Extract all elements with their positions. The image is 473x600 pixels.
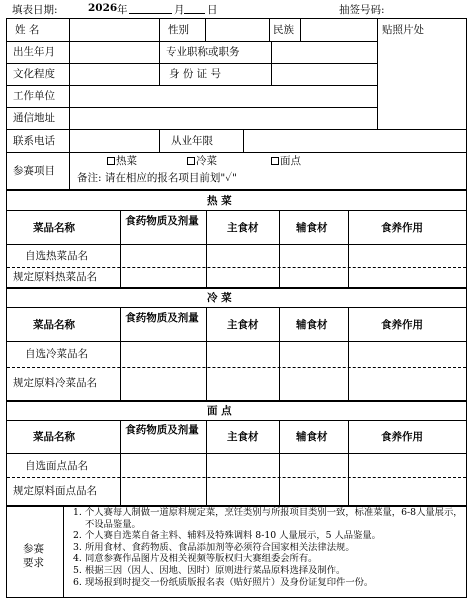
row-line: [7, 341, 466, 342]
birth-label: 出生年月: [13, 46, 55, 58]
col-line: [269, 19, 270, 41]
fill-date-year: 2026: [88, 2, 118, 14]
row-line: [7, 129, 466, 130]
row-line: [7, 85, 377, 86]
education-label: 文化程度: [13, 68, 55, 80]
col-line: [348, 420, 349, 505]
row-line: [7, 307, 466, 308]
ethnicity-label: 民族: [273, 24, 294, 36]
section-divider: [7, 400, 466, 402]
requirements-label: 要求: [23, 557, 44, 569]
requirement-item: 4. 同意参赛作品图片及相关视频等版权归大赛组委会所有。: [73, 553, 318, 565]
col-dish-name: 菜品名称: [33, 222, 75, 234]
section-title-pastry: 面 点: [207, 405, 232, 417]
col-line: [279, 307, 280, 400]
row-line: [7, 107, 377, 108]
row-cold-self: 自选冷菜品名: [25, 348, 88, 360]
month-blank[interactable]: [129, 13, 172, 14]
requirement-item: 2. 个人赛自选菜自备主料、辅料及特殊调料 8-10 人量展示，5 人品鉴量。: [73, 530, 381, 542]
form-header: [0, 0, 473, 18]
col-line: [120, 307, 121, 400]
section-divider: [7, 189, 466, 191]
month-unit: 月: [174, 4, 185, 16]
requirement-item: 1. 个人赛每人制做一道原料规定菜，烹饪类别与所报项目类别一致，标准菜量，6-8人量展示，不设品鉴量。: [73, 507, 463, 530]
row-hot-self: 自选热菜品名: [25, 250, 88, 262]
section-title-hot: 热 菜: [207, 195, 232, 207]
col-line: [63, 505, 64, 597]
col-aux-ingredient: 辅食材: [296, 319, 328, 331]
workplace-label: 工作单位: [13, 90, 55, 102]
name-label: 姓 名: [15, 24, 40, 36]
phone-label: 联系电话: [13, 135, 55, 147]
col-line: [348, 307, 349, 400]
requirements-label: 参赛: [23, 543, 44, 555]
row-line: [7, 453, 466, 454]
requirements-list: [73, 507, 463, 588]
col-line: [159, 19, 160, 85]
col-main-ingredient: 主食材: [227, 431, 259, 443]
requirement-item: 6. 现场报到时提交一份纸质版报名表（贴好照片）及身份证复印件一份。: [73, 576, 374, 588]
years-label: 从业年限: [171, 135, 213, 147]
row-line: [7, 267, 466, 268]
col-herb-dose: 食药物质及剂量: [125, 424, 199, 436]
row-line: [7, 152, 466, 153]
option-hot-dish[interactable]: 热菜: [107, 155, 137, 167]
col-line: [206, 420, 207, 505]
year-unit: 年: [117, 4, 128, 16]
option-pastry[interactable]: 面点: [271, 155, 301, 167]
row-pastry-fixed: 规定原料面点品名: [13, 485, 97, 497]
event-note: 备注: 请在相应的报名项目前划"✓": [77, 172, 237, 184]
col-line: [377, 19, 378, 129]
row-hot-fixed: 规定原料热菜品名: [13, 271, 97, 283]
row-line: [7, 420, 466, 421]
col-aux-ingredient: 辅食材: [296, 431, 328, 443]
col-line: [206, 210, 207, 287]
row-line: [7, 210, 466, 211]
row-cold-fixed: 规定原料冷菜品名: [13, 377, 97, 389]
col-line: [205, 19, 206, 41]
row-line: [7, 63, 377, 64]
col-herb-dose: 食药物质及剂量: [125, 215, 199, 227]
col-herb-dose: 食药物质及剂量: [125, 312, 199, 324]
col-line: [206, 307, 207, 400]
checkbox-icon: [271, 157, 279, 165]
col-line: [120, 420, 121, 505]
row-line: [7, 367, 466, 368]
row-line: [7, 477, 466, 478]
day-blank[interactable]: [184, 13, 205, 14]
col-line: [159, 129, 160, 152]
address-label: 通信地址: [13, 112, 55, 124]
col-line: [271, 41, 272, 85]
col-line: [279, 210, 280, 287]
row-pastry-self: 自选面点品名: [25, 460, 88, 472]
col-nutrition-effect: 食养作用: [381, 319, 423, 331]
checkbox-icon: [187, 157, 195, 165]
row-line: [7, 244, 466, 245]
requirement-item: 3. 所用食材、食药物质、食品添加剂等必须符合国家相关法律法规。: [73, 541, 355, 553]
option-cold-dish[interactable]: 冷菜: [187, 155, 217, 167]
title-label: 专业职称或职务: [166, 46, 240, 58]
section-title-cold: 冷 菜: [207, 292, 232, 304]
col-nutrition-effect: 食养作用: [381, 431, 423, 443]
draw-number-label: 抽签号码:: [339, 4, 385, 16]
col-line: [300, 19, 301, 41]
col-nutrition-effect: 食养作用: [381, 222, 423, 234]
col-dish-name: 菜品名称: [33, 319, 75, 331]
fill-date-label: 填表日期:: [12, 4, 58, 16]
day-unit: 日: [207, 4, 218, 16]
photo-label: 贴照片处: [382, 24, 424, 36]
requirement-item: 5. 根据三因（因人、因地、因时）原则进行菜品原料选择及制作。: [73, 564, 346, 576]
row-line: [7, 41, 377, 42]
col-aux-ingredient: 辅食材: [296, 222, 328, 234]
col-line: [243, 129, 244, 152]
section-divider: [7, 287, 466, 289]
form-sheet: [6, 18, 467, 598]
col-main-ingredient: 主食材: [227, 319, 259, 331]
event-label: 参赛项目: [13, 165, 55, 177]
col-line: [120, 210, 121, 287]
col-dish-name: 菜品名称: [33, 431, 75, 443]
gender-label: 性别: [168, 24, 189, 36]
checkbox-icon: [107, 157, 115, 165]
col-line: [348, 210, 349, 287]
col-main-ingredient: 主食材: [227, 222, 259, 234]
id-number-label: 身 份 证 号: [169, 68, 222, 80]
col-line: [69, 19, 70, 189]
col-line: [279, 420, 280, 505]
